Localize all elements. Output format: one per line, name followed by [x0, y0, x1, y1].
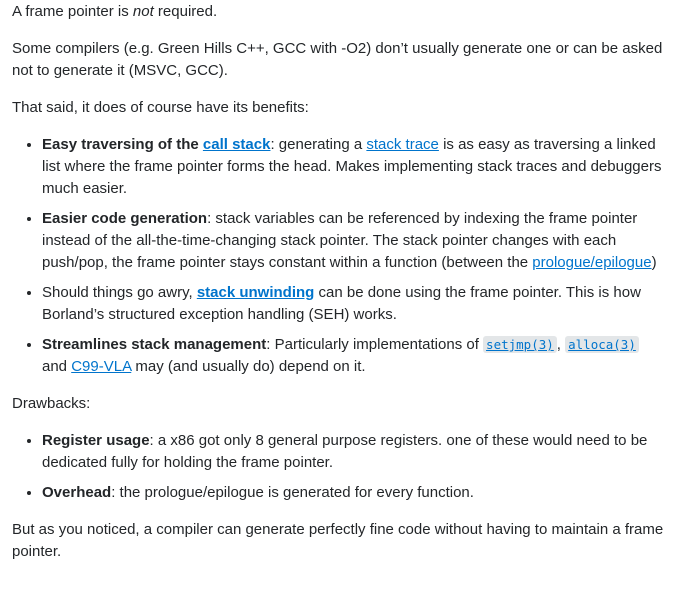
intro-text-post: required. — [153, 3, 218, 20]
prologue-epilogue-link[interactable]: prologue/epilogue — [532, 254, 652, 271]
benefit-text: ) — [651, 254, 657, 271]
benefits-list — [12, 134, 664, 378]
benefits-intro-paragraph: That said, it does of course have its benefits: — [12, 99, 309, 116]
conclusion-paragraph: But as you noticed, a compiler can generate perfectly fine code without having to maintain a frame pointer. — [12, 521, 664, 560]
drawback-text: : the prologue/epilogue is generated for every function. — [111, 484, 474, 501]
benefit-text: : Particularly implementations of — [266, 336, 484, 353]
benefit-title-text: Easy traversing of the — [42, 136, 203, 153]
list-item — [42, 134, 664, 200]
benefit-text: and — [42, 358, 72, 375]
list-item — [42, 208, 664, 274]
benefit-text: may (and usually do) depend on it. — [131, 358, 366, 375]
list-item — [42, 430, 664, 474]
drawback-title: Register usage — [42, 432, 150, 449]
benefit-text: : generating a — [270, 136, 367, 153]
compilers-paragraph: Some compilers (e.g. Green Hills C++, GCC with -O2) don’t usually generate one or can be asked not to generate it (MSVC, GCC). — [12, 40, 663, 79]
benefit-title: Easier code generation — [42, 210, 208, 227]
intro-paragraph — [12, 0, 664, 23]
benefit-title — [42, 136, 270, 153]
list-item — [42, 334, 664, 378]
stack-unwinding-link[interactable]: stack unwinding — [196, 284, 315, 301]
list-item — [42, 282, 664, 326]
c99-vla-link[interactable]: C99-VLA — [71, 358, 132, 375]
stack-trace-link[interactable]: stack trace — [366, 136, 439, 153]
benefit-title — [197, 284, 315, 301]
benefit-text: : stack variables can be referenced by indexing the frame pointer instead of the all-the-time-changing stack pointer. The stack pointer changes with each push/pop, the frame pointer stays constant within a function (between the — [42, 210, 638, 271]
alloca-code — [565, 336, 639, 353]
intro-emphasis: not — [132, 3, 154, 20]
drawbacks-list — [12, 430, 664, 504]
intro-text-pre: A frame pointer is — [12, 3, 133, 20]
benefit-title: Streamlines stack management — [42, 336, 267, 353]
drawback-text: : a x86 got only 8 general purpose registers. one of these would need to be dedicated fully for holding the frame pointer. — [42, 432, 648, 471]
list-item — [42, 482, 664, 504]
benefit-text: is as easy as traversing a linked list where the frame pointer forms the head. Makes implementing stack traces and debuggers much easier. — [42, 136, 662, 197]
benefit-text: Should things go awry, — [42, 284, 197, 301]
call-stack-link[interactable]: call stack — [202, 136, 271, 153]
alloca-link[interactable]: alloca(3) — [568, 337, 636, 352]
setjmp-link[interactable]: setjmp(3) — [486, 337, 554, 352]
drawbacks-heading: Drawbacks: — [12, 395, 91, 412]
drawback-title: Overhead — [42, 484, 112, 501]
benefit-text: can be done using the frame pointer. This is how Borland’s structured exception handling (SEH) works. — [42, 284, 641, 323]
code-separator: , — [556, 336, 566, 353]
setjmp-code — [483, 336, 557, 353]
